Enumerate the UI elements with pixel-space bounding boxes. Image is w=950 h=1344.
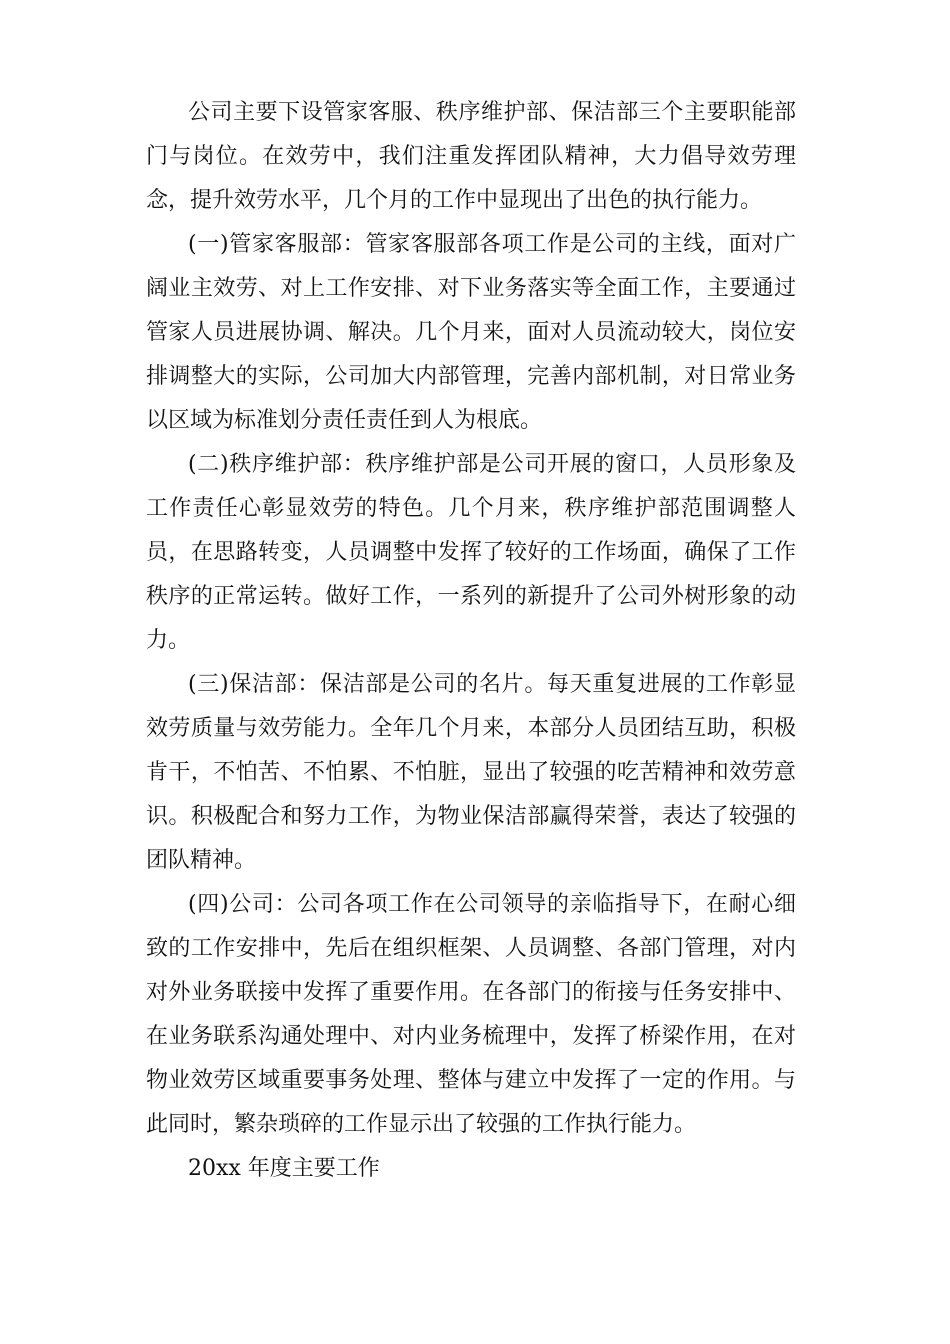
paragraph-butler-service-line-2: 阔业主效劳、对上工作安排、对下业务落实等全面工作，主要通过 — [146, 276, 796, 301]
paragraph-cleaning-line-5: 团队精神。 — [146, 848, 257, 873]
paragraph-intro-line-3: 念，提升效劳水平，几个月的工作中显现出了出色的执行能力。 — [146, 188, 763, 213]
paragraph-cleaning-line-2: 效劳质量与效劳能力。全年几个月来，本部分人员团结互助，积极 — [146, 716, 796, 741]
paragraph-order-maintenance-line-3: 员，在思路转变，人员调整中发挥了较好的工作场面，确保了工作 — [146, 540, 796, 565]
paragraph-cleaning-line-3: 肯干，不怕苦、不怕累、不怕脏，显出了较强的吃苦精神和效劳意 — [146, 760, 796, 785]
section-heading-annual-work: 20xx 年度主要工作 — [188, 1156, 380, 1181]
paragraph-butler-service-line-3: 管家人员进展协调、解决。几个月来，面对人员流动较大，岗位安 — [146, 320, 796, 345]
paragraph-company-line-5: 物业效劳区域重要事务处理、整体与建立中发挥了一定的作用。与 — [146, 1068, 796, 1093]
paragraph-company-line-4: 在业务联系沟通处理中、对内业务梳理中，发挥了桥梁作用，在对 — [146, 1024, 796, 1049]
paragraph-butler-service-line-4: 排调整大的实际，公司加大内部管理，完善内部机制，对日常业务 — [146, 364, 796, 389]
paragraph-company-line-1: (四)公司：公司各项工作在公司领导的亲临指导下，在耐心细 — [188, 892, 796, 917]
paragraph-cleaning-line-4: 识。积极配合和努力工作，为物业保洁部赢得荣誉，表达了较强的 — [146, 804, 796, 829]
paragraph-order-maintenance-line-5: 力。 — [146, 628, 191, 653]
paragraph-cleaning-line-1: (三)保洁部：保洁部是公司的名片。每天重复进展的工作彰显 — [188, 672, 796, 697]
paragraph-intro-line-1: 公司主要下设管家客服、秩序维护部、保洁部三个主要职能部 — [188, 100, 796, 125]
paragraph-butler-service-line-1: (一)管家客服部：管家客服部各项工作是公司的主线，面对广 — [188, 232, 796, 257]
paragraph-company-line-2: 致的工作安排中，先后在组织框架、人员调整、各部门管理，对内 — [146, 936, 796, 961]
paragraph-order-maintenance-line-4: 秩序的正常运转。做好工作，一系列的新提升了公司外树形象的动 — [146, 584, 796, 609]
paragraph-company-line-6: 此同时，繁杂琐碎的工作显示出了较强的工作执行能力。 — [146, 1112, 697, 1137]
paragraph-company-line-3: 对外业务联接中发挥了重要作用。在各部门的衔接与任务安排中、 — [146, 980, 796, 1005]
document-body — [146, 91, 796, 1191]
paragraph-butler-service-line-5: 以区域为标准划分责任责任到人为根底。 — [146, 408, 543, 433]
paragraph-order-maintenance-line-2: 工作责任心彰显效劳的特色。几个月来，秩序维护部范围调整人 — [146, 496, 796, 521]
paragraph-order-maintenance-line-1: (二)秩序维护部：秩序维护部是公司开展的窗口，人员形象及 — [188, 452, 796, 477]
paragraph-intro-line-2: 门与岗位。在效劳中，我们注重发挥团队精神，大力倡导效劳理 — [146, 144, 796, 169]
